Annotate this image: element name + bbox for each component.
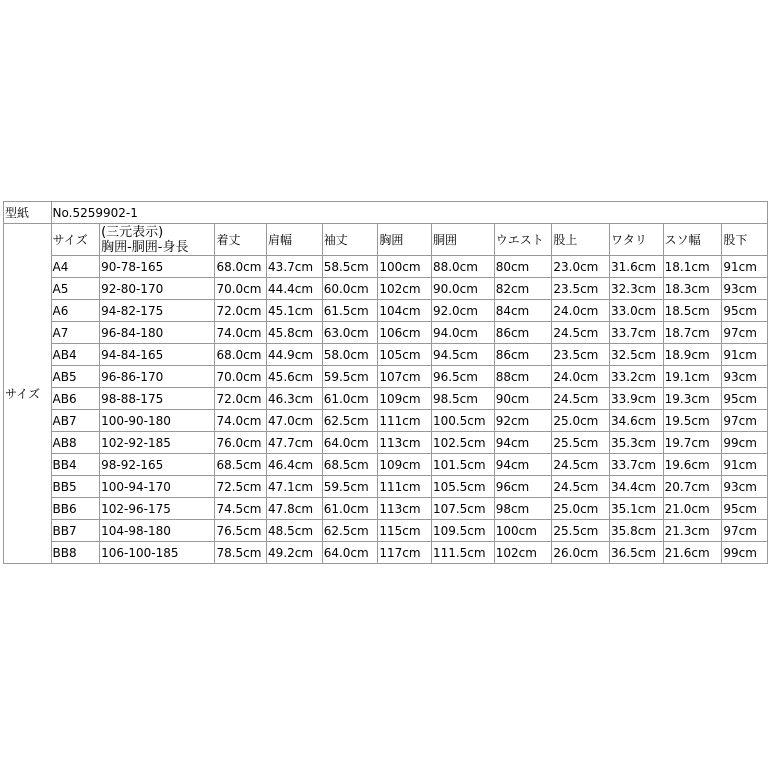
- value-cell: 35.8cm: [610, 520, 664, 542]
- value-cell: 61.0cm: [322, 498, 378, 520]
- header-size: サイズ: [51, 224, 100, 256]
- size-cell: A5: [51, 278, 100, 300]
- side-size-label: サイズ: [4, 224, 52, 564]
- value-cell: 100.5cm: [431, 410, 494, 432]
- value-cell: 100cm: [494, 520, 552, 542]
- value-cell: 111cm: [378, 476, 432, 498]
- value-cell: 95cm: [722, 498, 768, 520]
- value-cell: 88.0cm: [431, 256, 494, 278]
- value-cell: 94cm: [494, 432, 552, 454]
- size-cell: A4: [51, 256, 100, 278]
- header-col: 着丈: [215, 224, 267, 256]
- dims-cell: 104-98-180: [100, 520, 215, 542]
- value-cell: 58.5cm: [322, 256, 378, 278]
- value-cell: 80cm: [494, 256, 552, 278]
- value-cell: 33.7cm: [610, 322, 664, 344]
- value-cell: 47.1cm: [267, 476, 323, 498]
- value-cell: 95cm: [722, 388, 768, 410]
- value-cell: 86cm: [494, 322, 552, 344]
- value-cell: 63.0cm: [322, 322, 378, 344]
- value-cell: 32.5cm: [610, 344, 664, 366]
- value-cell: 102cm: [378, 278, 432, 300]
- dims-cell: 96-84-180: [100, 322, 215, 344]
- value-cell: 98.5cm: [431, 388, 494, 410]
- value-cell: 109cm: [378, 388, 432, 410]
- header-col: ウエスト: [494, 224, 552, 256]
- table-row: [4, 256, 768, 278]
- value-cell: 102cm: [494, 542, 552, 564]
- size-cell: AB6: [51, 388, 100, 410]
- dims-cell: 94-82-175: [100, 300, 215, 322]
- value-cell: 74.0cm: [215, 410, 267, 432]
- value-cell: 117cm: [378, 542, 432, 564]
- dims-cell: 98-88-175: [100, 388, 215, 410]
- value-cell: 92.0cm: [431, 300, 494, 322]
- table-row: [4, 300, 768, 322]
- dims-cell: 98-92-165: [100, 454, 215, 476]
- value-cell: 43.7cm: [267, 256, 323, 278]
- value-cell: 94cm: [494, 454, 552, 476]
- header-dims-line2: 胸囲-胴囲-身長: [101, 240, 189, 255]
- value-cell: 94.5cm: [431, 344, 494, 366]
- table-row: [4, 520, 768, 542]
- value-cell: 19.7cm: [663, 432, 722, 454]
- value-cell: 102.5cm: [431, 432, 494, 454]
- value-cell: 25.0cm: [552, 410, 610, 432]
- value-cell: 59.5cm: [322, 366, 378, 388]
- size-cell: BB8: [51, 542, 100, 564]
- header-col: 股上: [552, 224, 610, 256]
- header-row: [4, 224, 768, 256]
- value-cell: 24.5cm: [552, 388, 610, 410]
- value-cell: 44.9cm: [267, 344, 323, 366]
- size-cell: A6: [51, 300, 100, 322]
- value-cell: 24.5cm: [552, 454, 610, 476]
- table-row: [4, 322, 768, 344]
- table-row: [4, 432, 768, 454]
- table-row: [4, 366, 768, 388]
- value-cell: 49.2cm: [267, 542, 323, 564]
- value-cell: 72.0cm: [215, 300, 267, 322]
- value-cell: 33.9cm: [610, 388, 664, 410]
- value-cell: 93cm: [722, 476, 768, 498]
- value-cell: 78.5cm: [215, 542, 267, 564]
- value-cell: 76.5cm: [215, 520, 267, 542]
- value-cell: 72.5cm: [215, 476, 267, 498]
- table-row: [4, 388, 768, 410]
- value-cell: 26.0cm: [552, 542, 610, 564]
- value-cell: 24.0cm: [552, 300, 610, 322]
- value-cell: 82cm: [494, 278, 552, 300]
- header-dims: [100, 224, 215, 256]
- value-cell: 18.1cm: [663, 256, 722, 278]
- size-chart-table: [3, 201, 768, 564]
- value-cell: 88cm: [494, 366, 552, 388]
- pattern-number: No.5259902-1: [51, 202, 767, 224]
- value-cell: 47.0cm: [267, 410, 323, 432]
- value-cell: 34.6cm: [610, 410, 664, 432]
- value-cell: 93cm: [722, 278, 768, 300]
- value-cell: 107cm: [378, 366, 432, 388]
- value-cell: 60.0cm: [322, 278, 378, 300]
- value-cell: 68.5cm: [322, 454, 378, 476]
- value-cell: 45.1cm: [267, 300, 323, 322]
- value-cell: 23.0cm: [552, 256, 610, 278]
- value-cell: 24.5cm: [552, 322, 610, 344]
- value-cell: 21.3cm: [663, 520, 722, 542]
- value-cell: 90cm: [494, 388, 552, 410]
- value-cell: 64.0cm: [322, 432, 378, 454]
- table-row: [4, 454, 768, 476]
- value-cell: 70.0cm: [215, 366, 267, 388]
- value-cell: 99cm: [722, 542, 768, 564]
- value-cell: 64.0cm: [322, 542, 378, 564]
- value-cell: 62.5cm: [322, 520, 378, 542]
- value-cell: 59.5cm: [322, 476, 378, 498]
- value-cell: 35.1cm: [610, 498, 664, 520]
- value-cell: 90.0cm: [431, 278, 494, 300]
- value-cell: 68.0cm: [215, 256, 267, 278]
- value-cell: 47.7cm: [267, 432, 323, 454]
- value-cell: 104cm: [378, 300, 432, 322]
- value-cell: 32.3cm: [610, 278, 664, 300]
- value-cell: 24.0cm: [552, 366, 610, 388]
- value-cell: 86cm: [494, 344, 552, 366]
- value-cell: 25.5cm: [552, 432, 610, 454]
- value-cell: 72.0cm: [215, 388, 267, 410]
- value-cell: 18.3cm: [663, 278, 722, 300]
- value-cell: 35.3cm: [610, 432, 664, 454]
- value-cell: 93cm: [722, 366, 768, 388]
- value-cell: 115cm: [378, 520, 432, 542]
- value-cell: 109.5cm: [431, 520, 494, 542]
- header-col: スソ幅: [663, 224, 722, 256]
- dims-cell: 94-84-165: [100, 344, 215, 366]
- value-cell: 44.4cm: [267, 278, 323, 300]
- size-cell: AB8: [51, 432, 100, 454]
- value-cell: 25.5cm: [552, 520, 610, 542]
- dims-cell: 90-78-165: [100, 256, 215, 278]
- value-cell: 21.0cm: [663, 498, 722, 520]
- value-cell: 18.7cm: [663, 322, 722, 344]
- value-cell: 61.5cm: [322, 300, 378, 322]
- value-cell: 84cm: [494, 300, 552, 322]
- value-cell: 74.0cm: [215, 322, 267, 344]
- value-cell: 19.3cm: [663, 388, 722, 410]
- value-cell: 62.5cm: [322, 410, 378, 432]
- value-cell: 105.5cm: [431, 476, 494, 498]
- value-cell: 95cm: [722, 300, 768, 322]
- pattern-row: [4, 202, 768, 224]
- size-cell: A7: [51, 322, 100, 344]
- value-cell: 111cm: [378, 410, 432, 432]
- value-cell: 33.2cm: [610, 366, 664, 388]
- size-cell: BB4: [51, 454, 100, 476]
- value-cell: 33.7cm: [610, 454, 664, 476]
- dims-cell: 96-86-170: [100, 366, 215, 388]
- value-cell: 97cm: [722, 322, 768, 344]
- value-cell: 48.5cm: [267, 520, 323, 542]
- value-cell: 99cm: [722, 432, 768, 454]
- value-cell: 100cm: [378, 256, 432, 278]
- value-cell: 25.0cm: [552, 498, 610, 520]
- value-cell: 111.5cm: [431, 542, 494, 564]
- value-cell: 19.6cm: [663, 454, 722, 476]
- value-cell: 31.6cm: [610, 256, 664, 278]
- dims-cell: 100-94-170: [100, 476, 215, 498]
- value-cell: 18.9cm: [663, 344, 722, 366]
- value-cell: 45.8cm: [267, 322, 323, 344]
- value-cell: 23.5cm: [552, 278, 610, 300]
- value-cell: 68.5cm: [215, 454, 267, 476]
- value-cell: 58.0cm: [322, 344, 378, 366]
- value-cell: 97cm: [722, 410, 768, 432]
- size-cell: AB5: [51, 366, 100, 388]
- dims-cell: 106-100-185: [100, 542, 215, 564]
- value-cell: 61.0cm: [322, 388, 378, 410]
- value-cell: 91cm: [722, 256, 768, 278]
- value-cell: 45.6cm: [267, 366, 323, 388]
- value-cell: 46.3cm: [267, 388, 323, 410]
- header-col: 股下: [722, 224, 768, 256]
- size-cell: BB6: [51, 498, 100, 520]
- value-cell: 91cm: [722, 344, 768, 366]
- value-cell: 34.4cm: [610, 476, 664, 498]
- size-cell: AB4: [51, 344, 100, 366]
- value-cell: 74.5cm: [215, 498, 267, 520]
- table-row: [4, 498, 768, 520]
- value-cell: 113cm: [378, 498, 432, 520]
- dims-cell: 100-90-180: [100, 410, 215, 432]
- value-cell: 23.5cm: [552, 344, 610, 366]
- dims-cell: 92-80-170: [100, 278, 215, 300]
- value-cell: 113cm: [378, 432, 432, 454]
- value-cell: 36.5cm: [610, 542, 664, 564]
- value-cell: 47.8cm: [267, 498, 323, 520]
- value-cell: 24.5cm: [552, 476, 610, 498]
- value-cell: 109cm: [378, 454, 432, 476]
- value-cell: 96cm: [494, 476, 552, 498]
- value-cell: 18.5cm: [663, 300, 722, 322]
- value-cell: 19.5cm: [663, 410, 722, 432]
- value-cell: 91cm: [722, 454, 768, 476]
- table-row: [4, 476, 768, 498]
- size-cell: BB7: [51, 520, 100, 542]
- value-cell: 19.1cm: [663, 366, 722, 388]
- table-row: [4, 344, 768, 366]
- header-col: 胴囲: [431, 224, 494, 256]
- value-cell: 76.0cm: [215, 432, 267, 454]
- size-cell: AB7: [51, 410, 100, 432]
- pattern-label: 型紙: [4, 202, 52, 224]
- value-cell: 97cm: [722, 520, 768, 542]
- value-cell: 94.0cm: [431, 322, 494, 344]
- value-cell: 33.0cm: [610, 300, 664, 322]
- header-col: 肩幅: [267, 224, 323, 256]
- value-cell: 92cm: [494, 410, 552, 432]
- table-row: [4, 542, 768, 564]
- header-dims-line1: (三元表示): [101, 225, 164, 240]
- table-row: [4, 410, 768, 432]
- table-row: [4, 278, 768, 300]
- value-cell: 96.5cm: [431, 366, 494, 388]
- header-col: 胸囲: [378, 224, 432, 256]
- value-cell: 21.6cm: [663, 542, 722, 564]
- value-cell: 70.0cm: [215, 278, 267, 300]
- value-cell: 101.5cm: [431, 454, 494, 476]
- value-cell: 68.0cm: [215, 344, 267, 366]
- value-cell: 107.5cm: [431, 498, 494, 520]
- value-cell: 20.7cm: [663, 476, 722, 498]
- value-cell: 106cm: [378, 322, 432, 344]
- size-cell: BB5: [51, 476, 100, 498]
- dims-cell: 102-92-185: [100, 432, 215, 454]
- dims-cell: 102-96-175: [100, 498, 215, 520]
- value-cell: 105cm: [378, 344, 432, 366]
- header-col: 袖丈: [322, 224, 378, 256]
- header-col: ワタリ: [610, 224, 664, 256]
- value-cell: 98cm: [494, 498, 552, 520]
- value-cell: 46.4cm: [267, 454, 323, 476]
